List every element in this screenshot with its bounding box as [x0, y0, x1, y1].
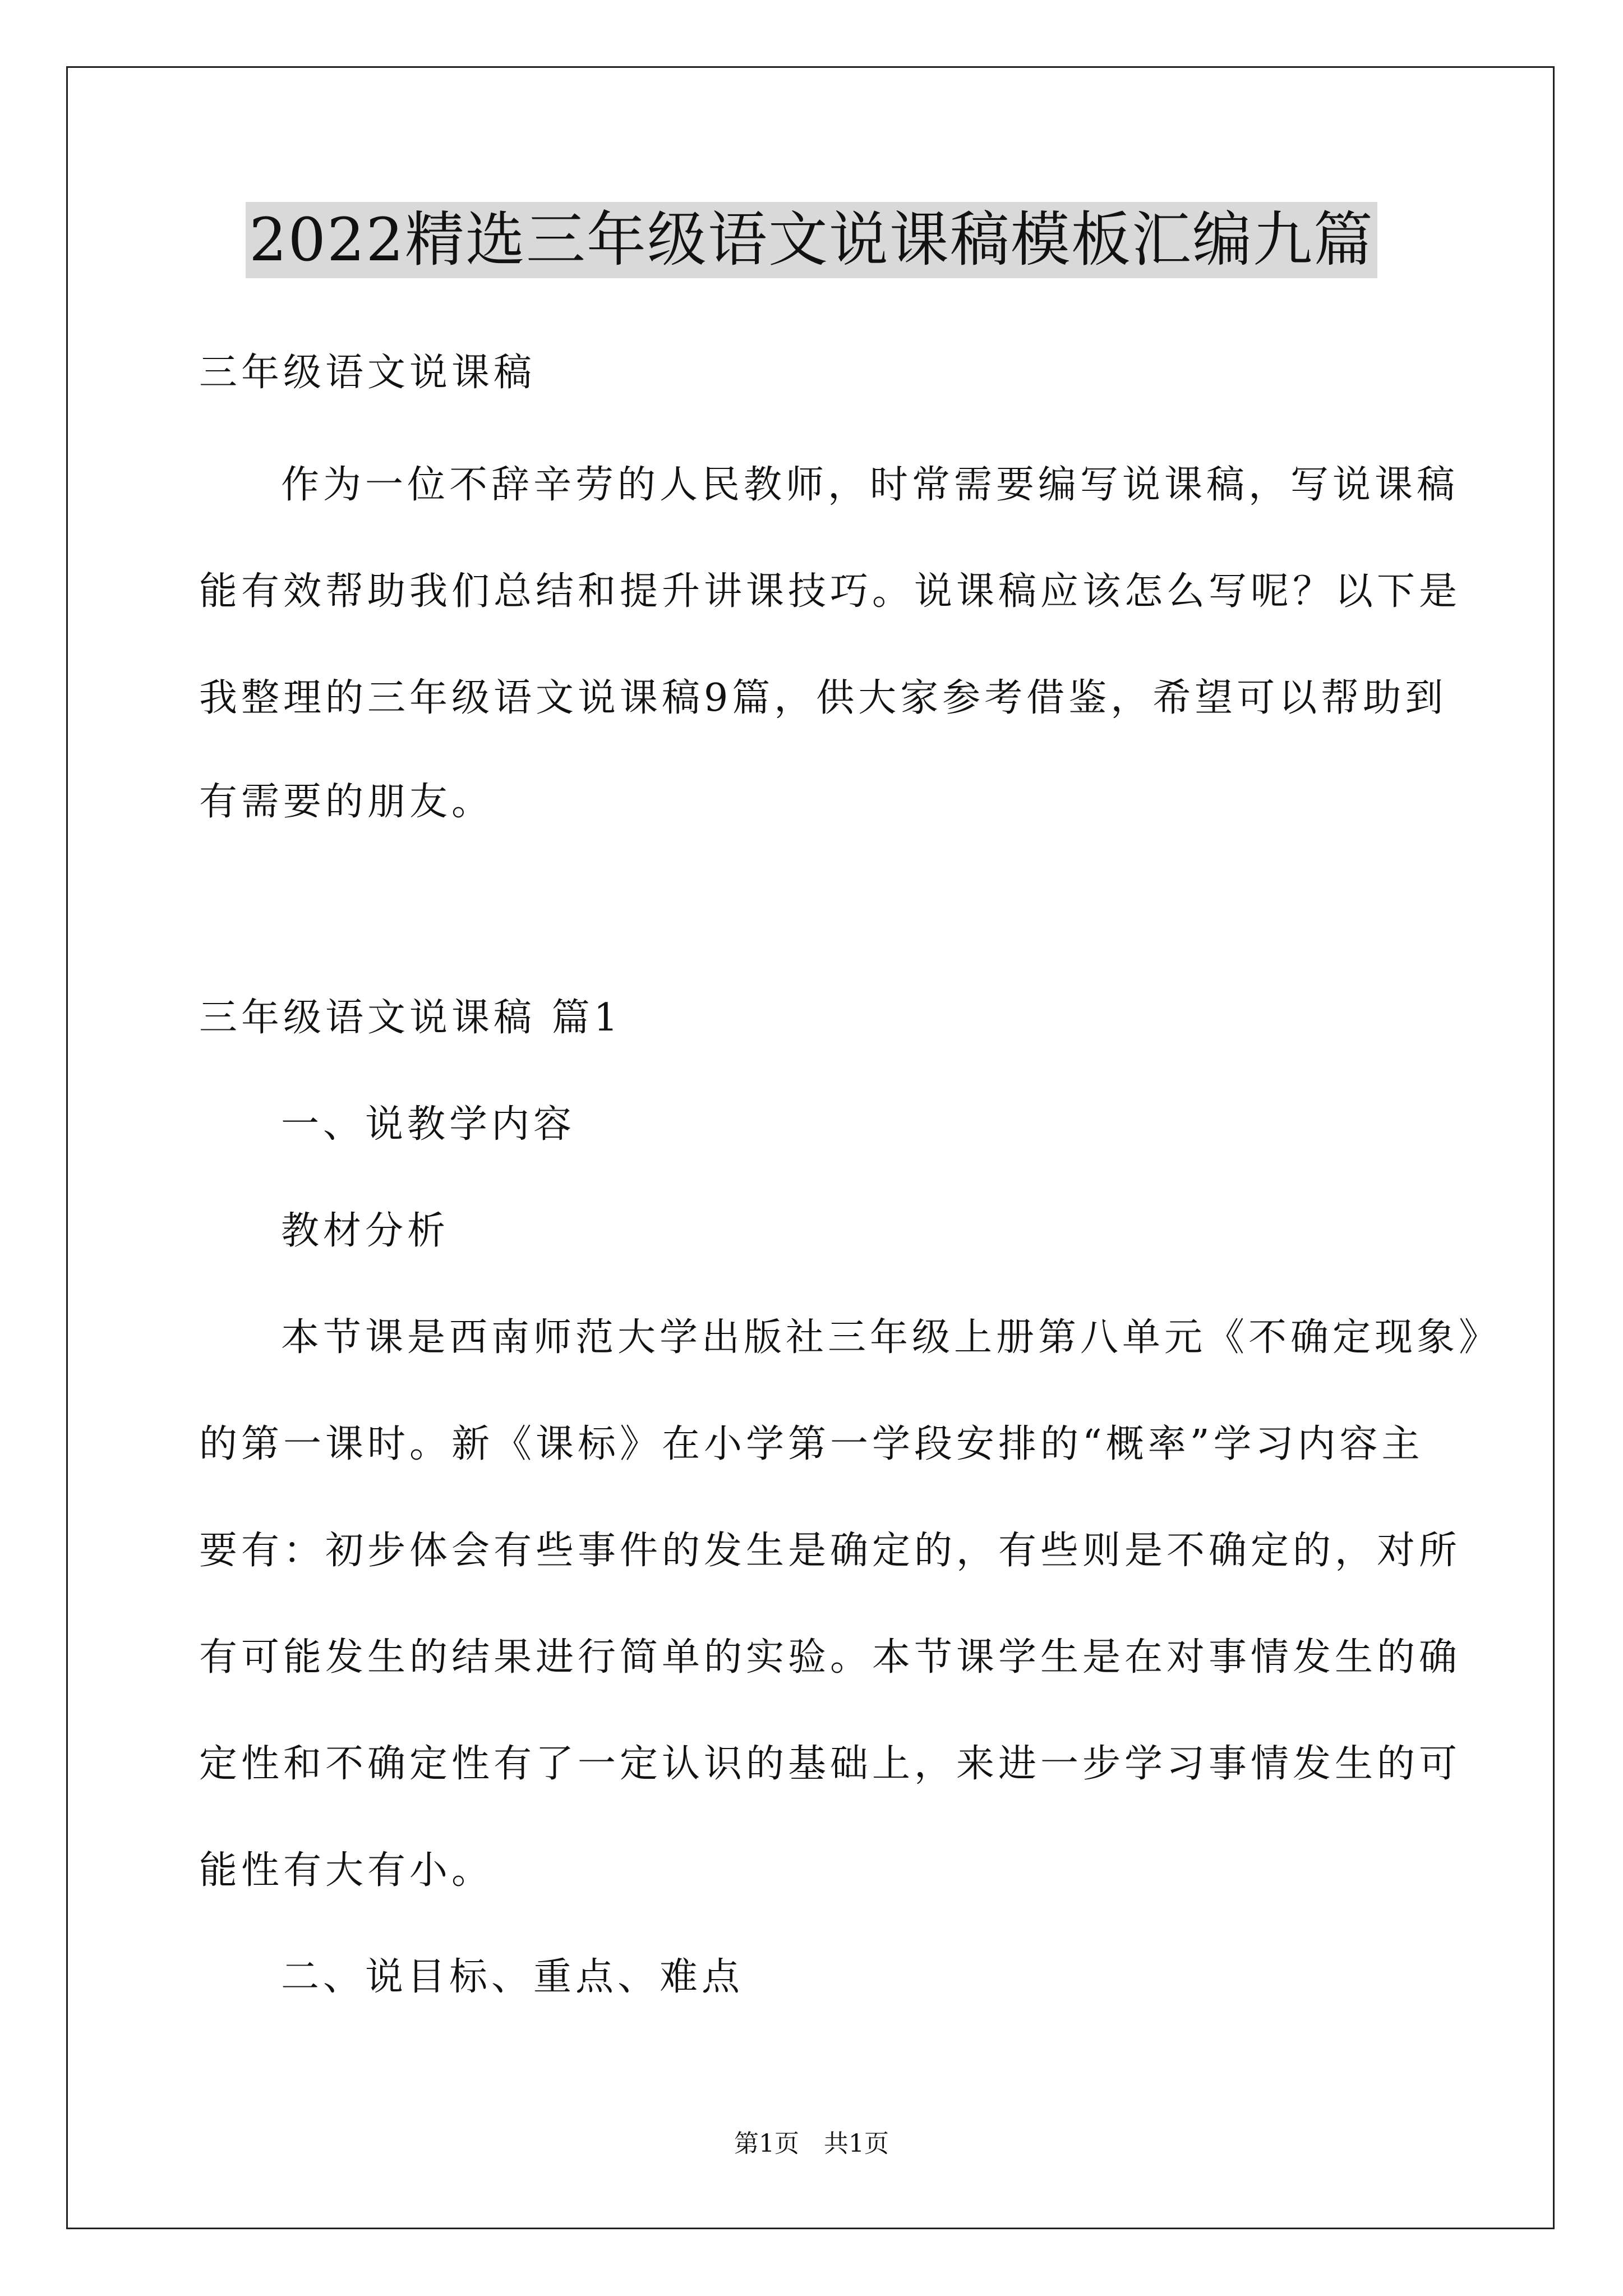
paragraph-line: 有需要的朋友。 [199, 780, 494, 824]
paragraph-line: 有可能发生的结果进行简单的实验。本节课学生是在对事情发生的确 [199, 1635, 1461, 1680]
subsection-heading: 一、说教学内容 [281, 1102, 576, 1147]
subsection-heading: 二、说目标、重点、难点 [281, 1955, 744, 1999]
title-wrap [0, 202, 1623, 278]
document-title: 2022精选三年级语文说课稿模板汇编九篇 [246, 202, 1377, 278]
page-total: 共1页 [824, 2129, 889, 2158]
paragraph-line: 我整理的三年级语文说课稿9篇，供大家参考借鉴，希望可以帮助到 [199, 676, 1447, 720]
page-footer [0, 2127, 1623, 2161]
paragraph-line: 的第一课时。新《课标》在小学第一学段安排的“概率”学习内容主 [199, 1422, 1424, 1466]
paragraph-line: 能有效帮助我们总结和提升讲课技巧。说课稿应该怎么写呢？以下是 [199, 569, 1461, 614]
section-heading: 三年级语文说课稿 篇1 [199, 996, 622, 1040]
paragraph-line: 能性有大有小。 [199, 1848, 494, 1893]
paragraph-line: 定性和不确定性有了一定认识的基础上，来进一步学习事情发生的可 [199, 1742, 1461, 1786]
paragraph-line: 要有：初步体会有些事件的发生是确定的，有些则是不确定的，对所 [199, 1529, 1461, 1573]
section-heading: 三年级语文说课稿 [199, 351, 536, 395]
paragraph-line: 本节课是西南师范大学出版社三年级上册第八单元《不确定现象》 [281, 1315, 1501, 1360]
paragraph-line: 作为一位不辞辛劳的人民教师，时常需要编写说课稿，写说课稿 [281, 463, 1459, 507]
page-number: 第1页 [734, 2129, 799, 2158]
subsection-heading: 教材分析 [281, 1209, 450, 1253]
